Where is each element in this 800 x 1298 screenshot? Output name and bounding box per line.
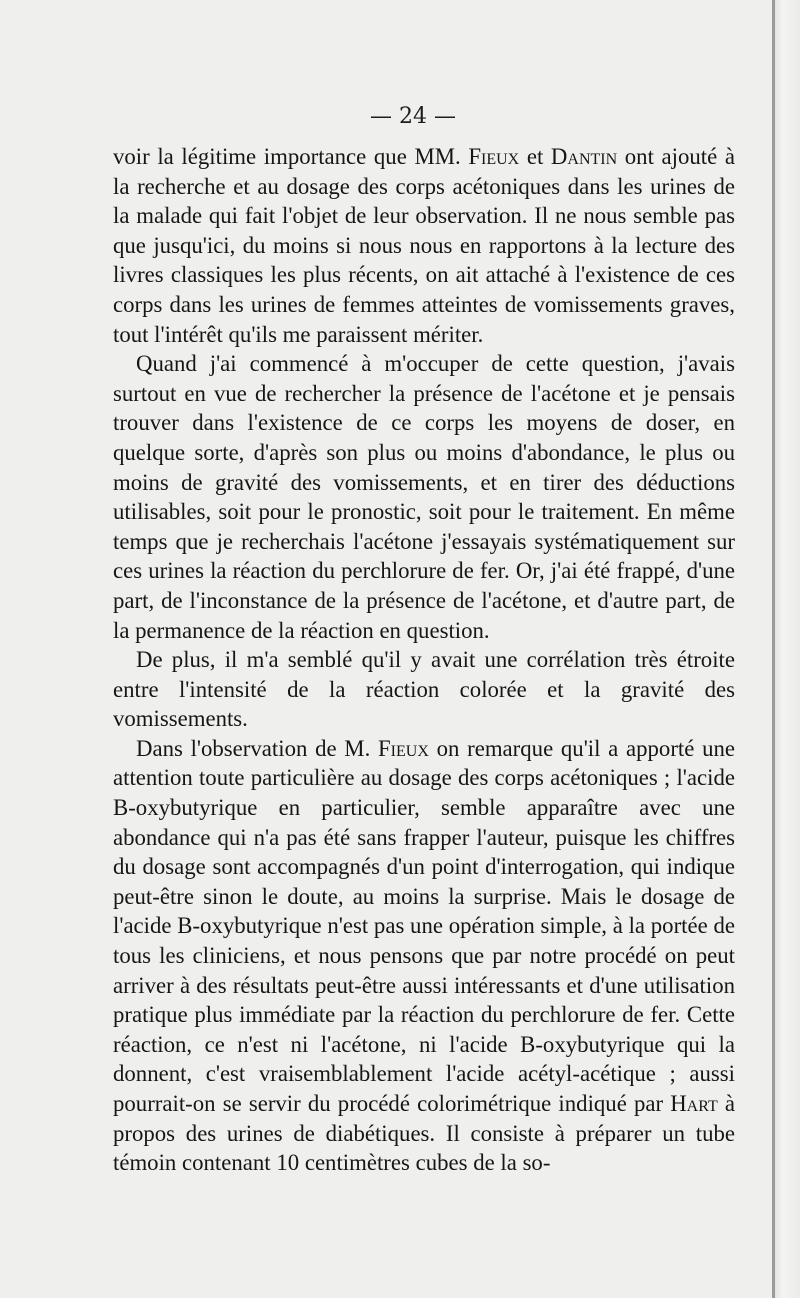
text-run: et	[519, 144, 551, 169]
text-run: voir la légitime importance que MM.	[113, 144, 469, 169]
paragraph-1	[113, 142, 735, 349]
body-text	[113, 142, 735, 1178]
page-edge	[772, 0, 800, 1298]
text-run: à propos des urines de diabétiques. Il consiste à préparer un tube témoin contenant 10 centimètres cubes de la so-	[113, 1091, 735, 1176]
author-name-hart: Hart	[670, 1091, 718, 1116]
text-run: Quand j'ai commencé à m'occuper de cette question, j'avais surtout en vue de rechercher la présence de l'acétone et je pensais trouver dans l'existence de ce corps les moyens de doser, en quelque sorte, d'après son plus ou moins d'abondance, le plus ou moins de gravité des vomissements, et en tirer des déductions utilisables, soit pour le pronostic, soit pour le traitement. En même temps que je recherchais l'acétone j'essayais systématiquement sur ces urines la réaction du perchlorure de fer. Or, j'ai été frappé, d'une part, de l'inconstance de la présence de l'acétone, et d'autre part, de la permanence de la réaction en question.	[113, 351, 735, 643]
author-name-dantin: Dantin	[550, 144, 618, 169]
paragraph-2	[113, 349, 735, 645]
text-run: on remarque qu'il a apporté une attention toute particulière au dosage des corps acétoniques ; l'acide B-oxybutyrique en particulier, semble apparaître avec une abondance qui n'a pas été sans frapper l'auteur, puisque les chiffres du dosage sont accompagnés d'un point d'interrogation, qui indique peut-être sinon le doute, au moins la surprise. Mais le dosage de l'acide B-oxybutyrique n'est pas une opération simple, à la portée de tous les cliniciens, et nous pensons que par notre procédé on peut arriver à des résultats peut-être aussi intéressants et d'une utilisation pratique plus immédiate par la réaction du perchlorure de fer. Cette réaction, ce n'est ni l'acétone, ni l'acide B-oxybutyrique qui la donnent, c'est vraisemblablement l'acide acétyl-acétique ; aussi pourrait-on se servir du procédé colorimétrique indiqué par	[113, 735, 735, 1116]
author-name-fieux: Fieux	[468, 144, 520, 169]
text-run: ont ajouté à la recherche et au dosage des corps acétoniques dans les urines de la malade qui fait l'objet de leur observation. Il ne nous semble pas que jusqu'ici, du moins si nous nous en rapportons à la lecture des livres classiques les plus récents, on ait attaché à l'existence de ces corps dans les urines de femmes atteintes de vomissements graves, tout l'intérêt qu'ils me paraissent mériter.	[113, 144, 735, 347]
text-run: De plus, il m'a semblé qu'il y avait une corrélation très étroite entre l'intensité de la réaction colorée et la gravité des vomissements.	[113, 647, 735, 732]
text-run: Dans l'observation de M.	[136, 735, 378, 761]
paragraph-3	[113, 645, 735, 734]
author-name-fieux: Fieux	[378, 735, 429, 761]
paragraph-4	[113, 734, 735, 1178]
page-number: — 24 —	[370, 104, 456, 129]
